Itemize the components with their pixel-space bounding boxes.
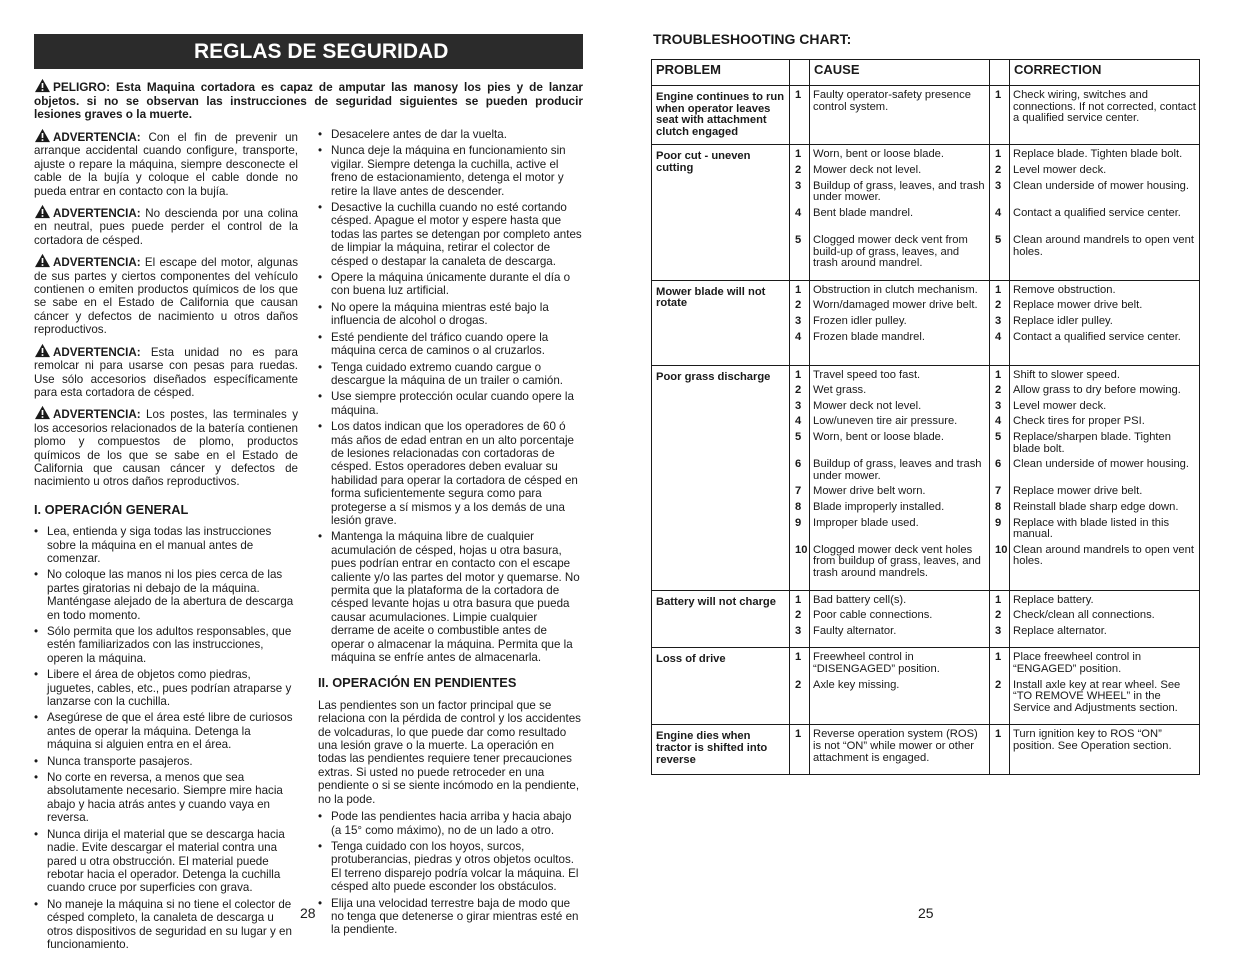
item-number: 3 [995,624,1002,637]
correction-cell [1010,648,1200,725]
cause-text: Low/uneven tire air pressure. [813,415,958,428]
problem-cell: Poor cut - uneven cutting [652,145,790,280]
correction-text: Check/clean all connections. [1013,609,1155,622]
table-row [652,590,1200,648]
correction-text: Replace blade. Tighten blade bolt. [1013,148,1183,161]
correction-number-cell [990,590,1010,648]
item-number: 4 [995,330,1002,343]
correction-text: Contact a qualified service center. [1013,330,1181,343]
item-number: 5 [995,233,1002,246]
list-item: • No opere la máquina mientras esté bajo la influencia de alcohol o drogas. [318,301,582,328]
warning-text: Con el fin de prevenir un arranque accidental cuando configure, transporte, ajuste o repare la máquina, siempre desconecte el cable de la bujía y coloque el cable donde no pueda entrar en contacto con la bujía. [34,131,298,198]
cause-text: Worn, bent or loose blade. [813,148,945,161]
cause-text: Frozen blade mandrel. [813,330,925,343]
cause-text: Clogged mower deck vent from build-up of grass, leaves, and trash around mandrel. [813,233,968,270]
right-page [617,0,1235,954]
section-heading: I. OPERACIÓN GENERAL [34,501,189,517]
item-number: 3 [795,314,802,327]
list-item: • Los datos indican que los operadores de 60 ó más años de edad entran en un alto porcentaje de lesiones relacionadas con cortadoras de césped. Estos operadores deben evaluar su habilidad para operar la cortadora de césped en forma suficientemente segura como para protegerse a sí mismos y a los demás de una lesión grave. [318,420,582,527]
item-number: 2 [795,299,802,312]
item-number: 5 [995,431,1002,444]
cause-cell [810,365,990,590]
problem-cell: Engine dies when tractor is shifted into reverse [652,725,790,775]
warning-label: ADVERTENCIA: [53,345,141,359]
warning-paragraph [34,405,298,488]
table-row [652,280,1200,365]
cause-text: Improper blade used. [813,516,919,529]
page-number: 28 [300,905,316,921]
warning-paragraph [34,253,298,336]
general-operation-list-cont [318,128,582,664]
cause-text: Worn/damaged mower drive belt. [813,299,978,312]
list-item: • Mantenga la máquina libre de cualquier acumulación de césped, hojas u otra basura, pues podrían entrar en contacto con el escape caliente y/o las partes del motor y quemarse. No permita que la plataforma de la cortadora de césped levante hojas u otra basura que pueda causar acumulaciones. Limpie cualquier derrame de aceite o combustible antes de operar o almacenar la máquina. Permita que la máquina se enfríe antes de almacenarla. [318,530,582,664]
correction-number-cell [990,725,1010,775]
cause-cell [810,648,990,725]
item-number: 2 [995,299,1002,312]
right-column [318,128,582,940]
list-item: • Nunca deje la máquina en funcionamiento sin vigilar. Siempre detenga la cuchilla, active el freno de estacionamiento, detenga el motor y retire la llave antes de descender. [318,144,582,198]
cause-cell [810,725,990,775]
correction-text: Level mower deck. [1013,163,1107,176]
item-number: 3 [995,314,1002,327]
list-item: • Desacelere antes de dar la vuelta. [318,128,582,141]
correction-text: Replace alternator. [1013,624,1107,637]
correction-text: Clean around mandrels to open vent holes. [1013,543,1194,568]
correction-cell [1010,145,1200,280]
correction-text: Install axle key at rear wheel. See “TO REMOVE WHEEL” in the Service and Adjustments section. [1013,678,1181,714]
table-row [652,648,1200,725]
correction-cell [1010,590,1200,648]
warning-label: ADVERTENCIA: [53,408,141,422]
slopes-list [318,810,582,937]
warning-triangle-icon [34,78,51,93]
cause-number-cell [790,365,810,590]
cause-text: Mower drive belt worn. [813,485,926,498]
item-number: 4 [795,206,802,219]
cause-number-cell [790,725,810,775]
cause-text: Buildup of grass, leaves and trash under mower. [813,458,982,482]
cause-text: Faulty alternator. [813,624,897,637]
cause-text: Bad battery cell(s). [813,593,907,606]
troubleshooting-table [651,59,1200,775]
item-number: 5 [795,233,802,246]
correction-text: Replace mower drive belt. [1013,299,1143,312]
cause-text: Worn, bent or loose blade. [813,431,945,444]
item-number: 1 [995,89,1002,101]
list-item: • Libere el área de objetos como piedras, juguetes, cables, etc., pues podrían atraparse y lanzarse con la cuchilla. [34,668,298,708]
cause-text: Buildup of grass, leaves, and trash under mower. [813,179,985,204]
list-item: • No maneje la máquina si no tiene el colector de césped completo, la canaleta de descarga u otros dispositivos de seguridad en su lugar y en funcionamiento. [34,898,298,952]
correction-number-cell [990,648,1010,725]
correction-text: Reinstall blade sharp edge down. [1013,501,1179,514]
item-number: 3 [795,179,802,192]
correction-number-cell [990,280,1010,365]
list-item: • Use siempre protección ocular cuando opere la máquina. [318,390,582,417]
correction-text: Contact a qualified service center. [1013,206,1181,219]
correction-text: Level mower deck. [1013,399,1107,412]
list-item: • Nunca transporte pasajeros. [34,755,298,768]
item-number: 2 [795,384,802,397]
cause-number-cell [790,648,810,725]
item-number: 1 [995,283,1002,296]
correction-text: Replace/sharpen blade. Tighten blade bolt. [1013,431,1171,455]
item-number: 3 [795,624,802,637]
cause-text: Reverse operation system (ROS) is not “ON” while mower or other attachment is engaged. [813,728,978,764]
cause-text: Axle key missing. [813,678,900,691]
item-number: 1 [995,651,1002,664]
correction-text: Allow grass to dry before mowing. [1013,384,1181,397]
cause-text: Mower deck not level. [813,163,922,176]
correction-number-cell [990,145,1010,280]
correction-cell [1010,280,1200,365]
item-number: 3 [795,399,802,412]
cause-text: Bent blade mandrel. [813,206,914,219]
cause-text: Blade improperly installed. [813,501,945,514]
item-number: 3 [995,399,1002,412]
warning-text: Los postes, las terminales y los accesorios relacionados de la batería contienen plomo y compuestos de plomo, productos químicos de los que se sabe en el Estado de California que causan cáncer y defectos de nacimiento u otros daños reproductivos. [34,408,298,489]
cause-text: Freewheel control in “DISENGAGED” position. [813,651,940,675]
section-heading: II. OPERACIÓN EN PENDIENTES [318,675,517,691]
cause-text: Mower deck not level. [813,399,922,412]
left-page [0,0,617,954]
cause-text: Wet grass. [813,384,867,397]
table-row [652,86,1200,145]
cause-cell [810,280,990,365]
header-num [990,60,1010,86]
table-row [652,365,1200,590]
item-number: 4 [995,206,1002,219]
item-number: 4 [995,415,1002,428]
list-item: • Desactive la cuchilla cuando no esté cortando césped. Apague el motor y espere hasta que todas las partes se detengan por completo antes de limpiar la máquina, retirar el colector de césped o destapar la canaleta de descarga. [318,201,582,268]
item-number: 1 [995,368,1002,381]
cause-number-cell [790,590,810,648]
danger-text: Esta Maquina cortadora es capaz de amputar las manosy los pies y de lanzar objetos. si no se observan las instrucciones de seguridad siguientes se pueden producir lesiones graves o la muerte. [34,80,583,121]
warning-paragraph [34,343,298,400]
correction-text: Turn ignition key to ROS “ON” position. See Operation section. [1013,728,1172,752]
item-number: 4 [795,330,802,343]
table-row [652,725,1200,775]
item-number: 1 [995,148,1002,161]
problem-cell: Engine continues to run when operator leaves seat with attachment clutch engaged [652,86,790,145]
problem-cell: Battery will not charge [652,590,790,648]
chart-title: TROUBLESHOOTING CHART: [653,31,852,47]
header-cause: CAUSE [810,60,990,86]
table-header-row [652,60,1200,86]
list-item: • Nunca dirija el material que se descarga hacia nadie. Evite descargar el material contra una pared u otra obstrucción. El material puede rebotar hacia el operador. Detenga la cuchilla cuando cruce por superficies con grava. [34,828,298,895]
item-number: 8 [795,501,802,514]
header-problem: PROBLEM [652,60,790,86]
item-number: 1 [795,283,802,296]
item-number: 9 [795,516,802,529]
cause-text: Poor cable connections. [813,609,933,622]
correction-text: Place freewheel control in “ENGAGED” position. [1013,651,1142,675]
cause-cell [810,145,990,280]
correction-text: Remove obstruction. [1013,283,1116,296]
list-item: • No corte en reversa, a menos que sea absolutamente necesario. Siempre mire hacia abajo y hacia atrás antes y cuando vaya en reversa. [34,771,298,825]
header-correction: CORRECTION [1010,60,1200,86]
cause-text: Frozen idler pulley. [813,314,907,327]
warning-paragraph [34,128,298,198]
cause-text: Faulty operator-safety presence control system. [813,89,971,113]
cause-number-cell [790,86,810,145]
correction-text: Clean underside of mower housing. [1013,458,1189,471]
cause-cell [810,86,990,145]
correction-text: Replace idler pulley. [1013,314,1113,327]
item-number: 5 [795,431,802,444]
item-number: 1 [795,89,802,101]
item-number: 2 [795,163,802,176]
item-number: 2 [795,609,802,622]
cause-number-cell [790,145,810,280]
list-item: • Asegúrese de que el área esté libre de curiosos antes de operar la máquina. Detenga la máquina si alguien entra en el área. [34,711,298,751]
warning-paragraph [34,204,298,247]
item-number: 1 [795,148,802,161]
correction-number-cell [990,86,1010,145]
correction-text: Replace with blade listed in this manual. [1013,516,1170,541]
warning-label: ADVERTENCIA: [53,207,141,221]
danger-label: PELIGRO: [53,80,111,94]
item-number: 2 [995,163,1002,176]
warning-text: Esta unidad no es para remolcar ni para usarse con pesas para ruedas. Use sólo accesorios diseñados específicamente para esta cortadora de césped. [34,345,298,399]
correction-text: Clean underside of mower housing. [1013,179,1189,192]
page-title-banner: REGLAS DE SEGURIDAD [34,34,583,69]
slopes-paragraph: Las pendientes son un factor principal que se relaciona con la pérdida de control y los accidentes de volcaduras, lo que puede dar como resultado una lesión grave o la muerte. La operación en todas las pendientes requiere tener precauciones extras. Si usted no puede retroceder en una pendiente o si se siente incómodo en la pendiente, no la pode. [318,698,581,806]
item-number: 9 [995,516,1002,529]
header-num [790,60,810,86]
list-item: • Opere la máquina únicamente durante el día o con buena luz artificial. [318,271,582,298]
correction-cell [1010,725,1200,775]
list-item: • Sólo permita que los adultos responsables, que estén familiarizados con las instrucciones, operen la máquina. [34,625,298,665]
cause-text: Obstruction in clutch mechanism. [813,283,978,296]
warning-triangle-icon [34,343,51,358]
item-number: 1 [795,368,802,381]
item-number: 2 [995,609,1002,622]
general-operation-list [34,525,298,951]
warning-triangle-icon [34,253,51,268]
correction-text: Replace mower drive belt. [1013,485,1143,498]
list-item: • Esté pendiente del tráfico cuando opere la máquina cerca de caminos o al cruzarlos. [318,331,582,358]
left-column [34,128,298,954]
warning-triangle-icon [34,128,51,143]
table-row [652,145,1200,280]
cause-text: Clogged mower deck vent holes from buildup of grass, leaves, and trash around mandrels. [813,543,981,580]
warning-label: ADVERTENCIA: [53,256,141,270]
problem-cell: Poor grass discharge [652,365,790,590]
warning-triangle-icon [34,405,51,420]
item-number: 7 [995,485,1002,498]
item-number: 10 [995,543,1008,556]
list-item: • Elija una velocidad terrestre baja de modo que no tenga que detenerse o girar mientras esté en la pendiente. [318,897,582,937]
item-number: 6 [995,458,1002,471]
correction-cell [1010,86,1200,145]
correction-text: Clean around mandrels to open vent holes. [1013,233,1194,258]
warning-text: No descienda por una colina en neutral, pues puede perder el control de la cortadora de césped. [34,207,298,247]
warning-triangle-icon [34,204,51,219]
warning-label: ADVERTENCIA: [53,131,141,144]
item-number: 1 [995,593,1002,606]
item-number: 2 [995,384,1002,397]
list-item: • Tenga cuidado con los hoyos, surcos, protuberancias, piedras y otros objetos ocultos. El terreno disparejo podría volcar la máquina. El césped alto puede esconder los obstáculos. [318,840,582,894]
cause-number-cell [790,280,810,365]
list-item: • No coloque las manos ni los pies cerca de las partes giratorias ni debajo de la máquina. Manténgase alejado de la abertura de descarga en todo momento. [34,568,298,622]
item-number: 1 [795,593,802,606]
item-number: 6 [795,458,802,471]
item-number: 1 [795,651,802,664]
list-item: • Pode las pendientes hacia arriba y hacia abajo (a 15° como máximo), no de un lado a otro. [318,810,582,837]
page-number: 25 [918,905,934,921]
item-number: 7 [795,485,802,498]
item-number: 2 [795,678,802,691]
correction-cell [1010,365,1200,590]
correction-text: Check wiring, switches and connections. If not corrected, contact a qualified service center. [1013,89,1196,125]
item-number: 1 [995,728,1002,741]
correction-number-cell [990,365,1010,590]
danger-notice [34,78,583,122]
item-number: 10 [795,543,808,556]
correction-text: Replace battery. [1013,593,1094,606]
list-item: • Tenga cuidado extremo cuando cargue o descargue la máquina de un trailer o camión. [318,361,582,388]
cause-text: Travel speed too fast. [813,368,921,381]
correction-text: Check tires for proper PSI. [1013,415,1145,428]
correction-text: Shift to slower speed. [1013,368,1120,381]
problem-cell: Mower blade will not rotate [652,280,790,365]
item-number: 1 [795,728,802,741]
warning-text: El escape del motor, algunas de sus partes y ciertos componentes del vehículo contienen o emiten productos químicos de los que se sabe en el Estado de California que causan cáncer y defectos de nacimiento u otros daños reproductivos. [34,256,298,337]
item-number: 3 [995,179,1002,192]
list-item: • Lea, entienda y siga todas las instrucciones sobre la máquina en el manual antes de comenzar. [34,525,298,565]
warnings-list [34,128,298,489]
cause-cell [810,590,990,648]
item-number: 8 [995,501,1002,514]
item-number: 2 [995,678,1002,691]
item-number: 4 [795,415,802,428]
problem-cell: Loss of drive [652,648,790,725]
